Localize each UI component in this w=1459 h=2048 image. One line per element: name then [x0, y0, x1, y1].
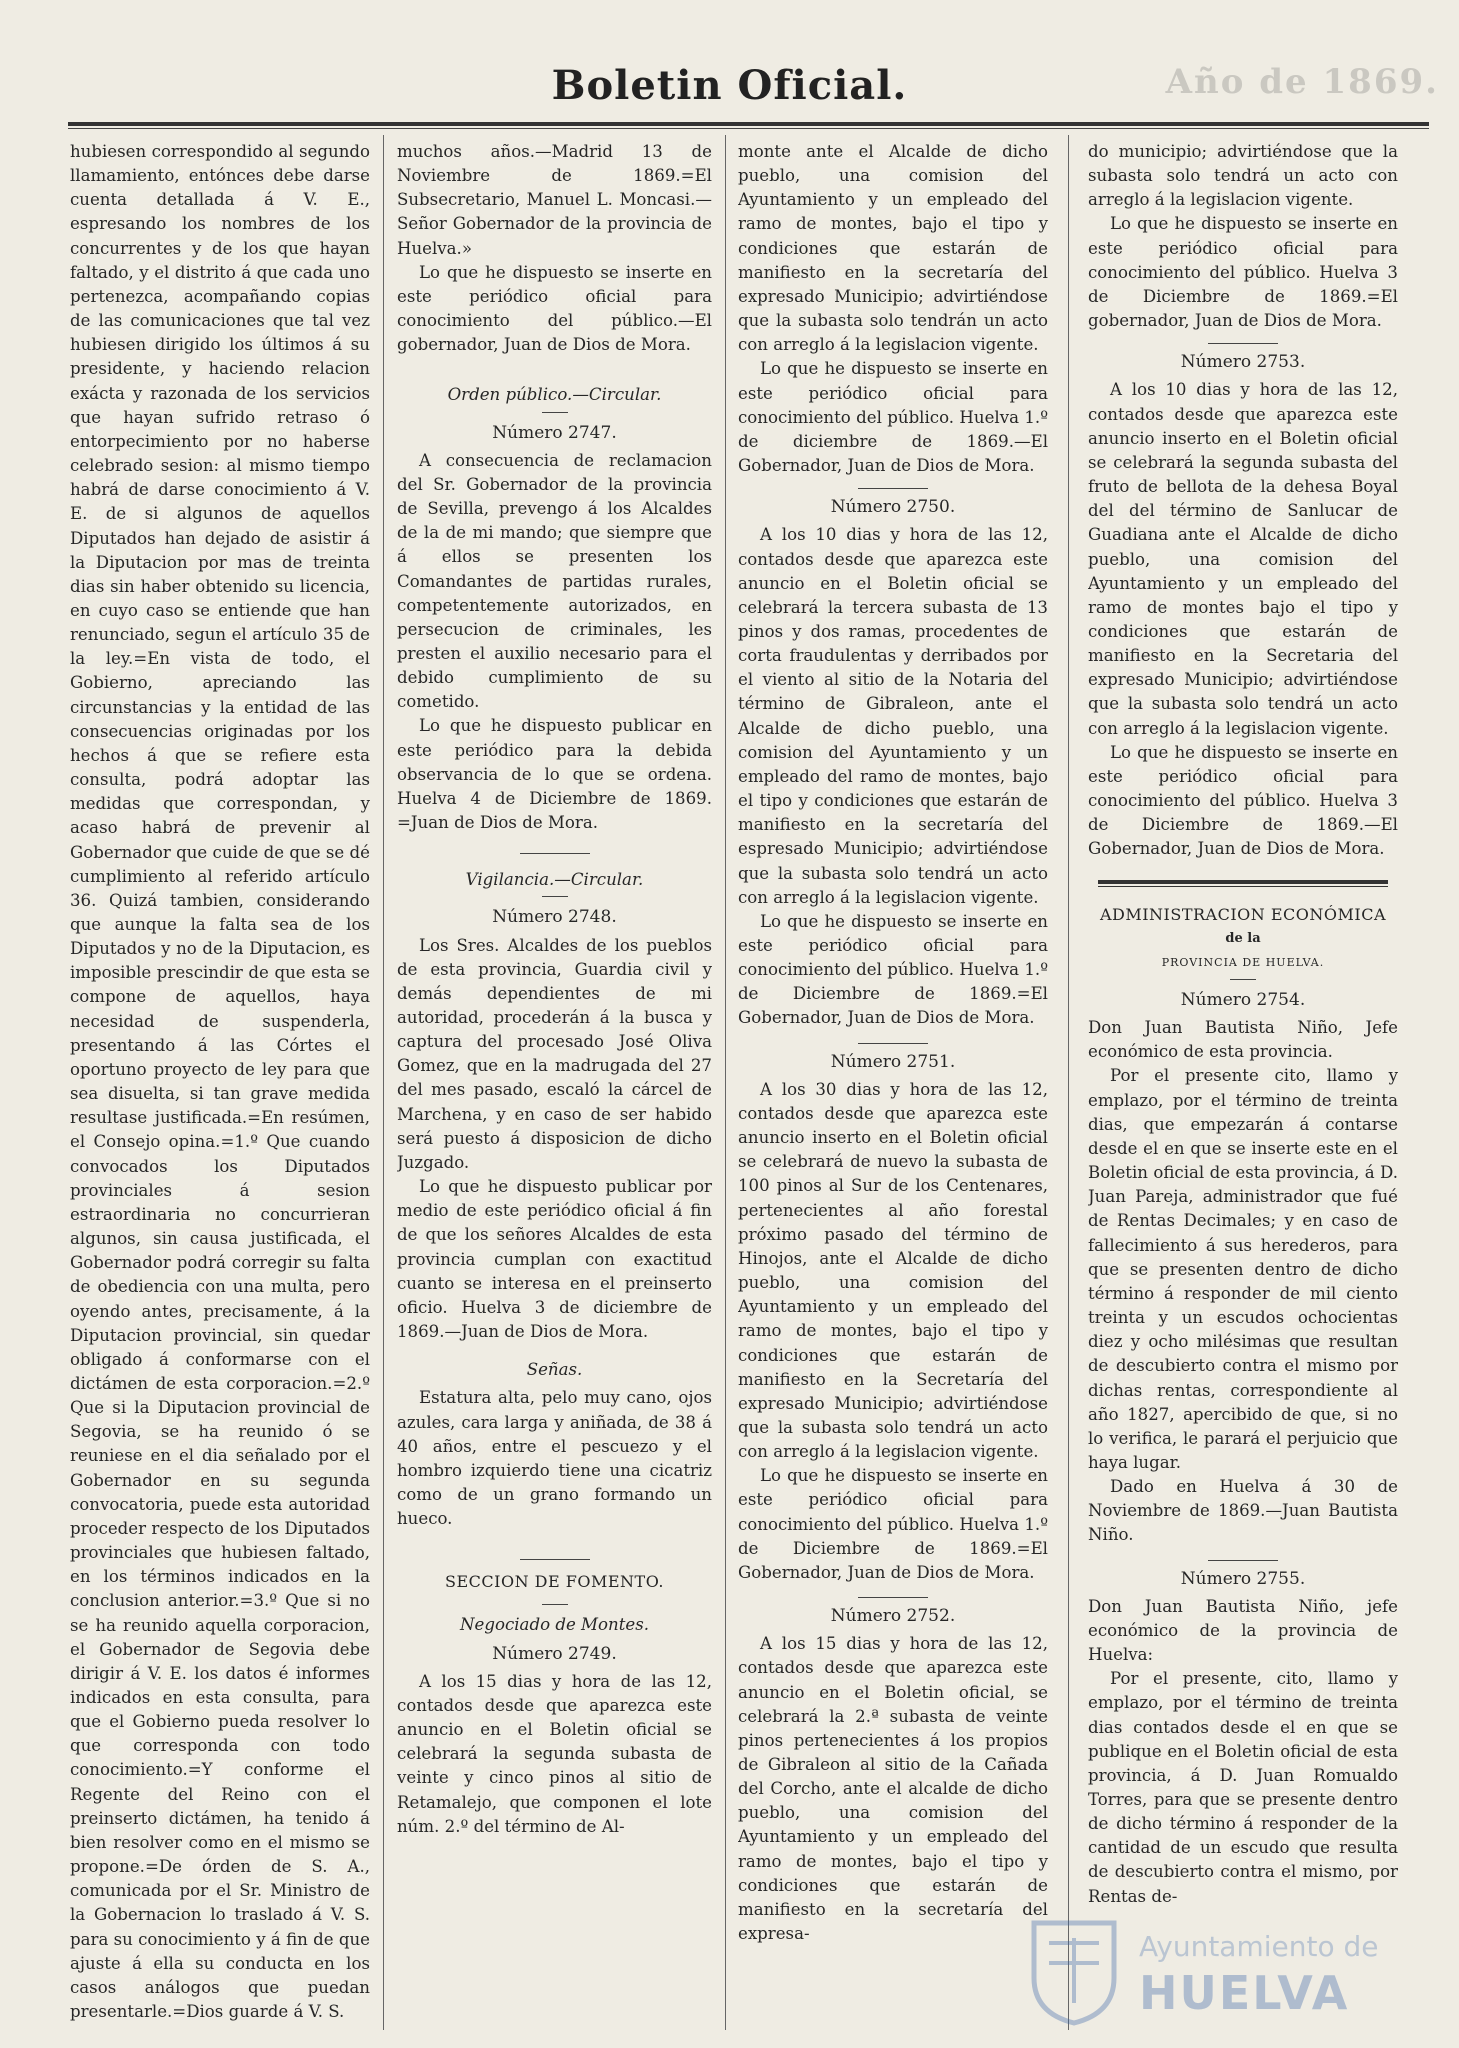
masthead — [0, 40, 1459, 130]
section-heading: de la — [1225, 930, 1261, 946]
paragraph: A los 15 dias y hora de las 12, contados desde que aparezca este anuncio en el Boletin oficial se celebrará la segunda subasta de veinte y cinco pinos al sitio de Retamalejo, que componen el lote núm. 2.º del término de Al- — [397, 1671, 712, 1836]
notice-number: Número 2751. — [830, 1051, 956, 1072]
section-heading: ADMINISTRACION ECONÓMICA — [1099, 904, 1387, 924]
watermark-line2: HUELVA — [1139, 1966, 1350, 2020]
paragraph: A los 15 dias y hora de las 12, contados desde que aparezca este anuncio en el Boletin oficial, se celebrará la 2.ª subasta de veinte pinos pertenecientes á los propios de Gibraleon al sitio de la Cañada del Corcho, ante el alcalde de dicho pueblo, una comision del Ayuntamiento y un empleado del ramo de montes, bajo el tipo y condiciones que estarán de manifiesto en la secretaría del expresa- — [738, 1634, 1048, 1944]
paragraph: Los Sres. Alcaldes de los pueblos de esta provincia, Guardia civil y demás dependientes de mi autoridad, procederán á la busca y captura del procesado José Oliva Gomez, que en la madrugada del 27 del mes pasado, escaló la cárcel de Marchena, y en caso de ser habido será puesto á disposicion de dicho Juzgado. — [397, 935, 712, 1172]
notice-number: Número 2749. — [492, 1643, 617, 1664]
paragraph: muchos años.—Madrid 13 de Noviembre de 1869.=El Subsecretario, Manuel L. Moncasi.—Señor Gobernador de la provincia de Huelva.» — [397, 142, 712, 258]
newspaper-title: Boletin Oficial. — [551, 62, 908, 109]
paragraph: Lo que he dispuesto publicar en este periódico para la debida observancia de lo que se ordena. Huelva 4 de Diciembre de 1869. =Juan de Dios de Mora. — [397, 716, 712, 833]
paragraph: Lo que he dispuesto se inserte en este periódico oficial para conocimiento del público.—El gobernador, Juan de Dios de Mora. — [397, 262, 712, 355]
divider — [1098, 880, 1388, 887]
column-divider — [383, 135, 384, 2030]
paragraph: Lo que he dispuesto se inserte en este periódico oficial para conocimiento del público. Huelva 3 de Diciembre de 1869.=El gobernador, Juan de Dios de Mora. — [1088, 214, 1398, 331]
divider — [858, 488, 928, 489]
column-4 — [1088, 140, 1398, 2030]
notice-number: Número 2747. — [492, 422, 617, 443]
notice-number: Número 2750. — [830, 497, 956, 518]
divider — [542, 1604, 568, 1605]
paragraph: A los 30 dias y hora de las 12, contados desde que aparezca este anuncio inserto en el Boletin oficial se celebrará de nuevo la subasta de 100 pinos al Sur de los Centenares, pertenecientes al año forestal próximo pasado del término de Hinojos, ante el Alcalde de dicho pueblo, una comision del Ayuntamiento y un empleado del ramo de montes, bajo el tipo y condiciones que estarán de manifiesto en la Secretaría del expresado Municipio; advirtiéndose que la subasta solo tendrá un acto con arreglo á la legislacion vigente. — [738, 1079, 1048, 1462]
column-2 — [397, 140, 712, 2030]
divider — [858, 1597, 928, 1598]
notice-number: Número 2753. — [1180, 352, 1306, 373]
paragraph: hubiesen correspondido al segundo llamamiento, entónces debe darse cuenta detallada á V. E., espresando los nombres de los concurrentes y de los que hayan faltado, y el distrito á que cada uno pertenezca, acompañando copias de las comunicaciones que tal vez hubiesen dirigido los últimos á su presidente, y haciendo relacion exácta y razonada de los servicios que hayan sufrido retraso ó entorpecimiento por no haberse celebrado sesion: al mismo tiempo habrá de darse conocimiento á V. E. de si algunos de aquellos Diputados han dejado de asistir á la Diputacion por mas de treinta dias sin haber obtenido su licencia, en cuyo caso se entiende que han renunciado, segun el artículo 35 de la ley.=En vista de todo, el Gobierno, apreciando las circunstancias y la entidad de las consecuencias originadas por los hechos á que se refiere esta consulta, podrá adoptar las medidas que correspondan, y acaso habrá de prevenir al Gobernador que cuide de que se dé cumplimiento al referido artículo 36. Quizá tambien, considerando que aunque la falta sea de los Diputados y no de la Diputacion, es imposible prescindir de que esta se compone de aquellos, haya necesidad de suspenderla, presentando á las Córtes el oportuno proyecto de ley para que sea disuelta, si tan grave medida resultase justificada.=En resúmen, el Consejo opina.=1.º Que cuando convocados los Diputados provinciales á sesion estraordinaria no concurrieran algunos, sin causa justificada, el Gobernador podrá corregir su falta de obediencia con una multa, pero oyendo antes, precisamente, á la Diputacion provincial, sin quedar obligado á conformarse con el dictámen de esta corporacion.=2.º Que si la Diputacion provincial de Segovia, se ha reunido ó se reuniese en el dia señalado por el Gobernador en su segunda convocatoria, puede esta autoridad proceder respecto de los Diputados provinciales que hubiesen faltado, en los términos indicados en la conclusion anterior.=3.º Que si no se ha reunido aquella corporacion, el Gobernador de Segovia debe dirigir á V. E. los datos é informes indicados en esta consulta, para que el Gobierno pueda resolver lo que corresponda con todo conocimiento.=Y conforme el Regente del Reino con el preinserto dictámen, ha tenido á bien resolver como en el mismo se propone.=De órden de S. A., comunicada por el Sr. Ministro de la Gobernacion lo traslado á V. S. para su conocimiento y á fin de que ajuste á ella su conducta en los casos análogos que puedan presentarle.=Dios guarde á V. S. — [70, 142, 370, 2022]
divider — [1230, 979, 1256, 980]
paragraph: monte ante el Alcalde de dicho pueblo, una comision del Ayuntamiento y un empleado del ramo de montes, bajo el tipo y condiciones que estarán de manifiesto en la secretaría del expresado Municipio; advirtiéndose que la subasta solo tendrán un acto con arreglo á la legislacion vigente. — [738, 142, 1048, 355]
divider — [520, 853, 590, 854]
paragraph: A los 10 dias y hora de las 12, contados desde que aparezca este anuncio en el Boletin oficial se celebrará la tercera subasta de 13 pinos y dos ramas, procedentes de corta fraudulentas y derribados por el viento al sitio de la Notaria del término de Gibraleon, ante el Alcalde de dicho pueblo, una comision del Ayuntamiento y un empleado del ramo de montes, bajo el tipo y condiciones que estarán de manifiesto en la secretaría del espresado Municipio; advirtiéndose que la subasta solo tendrá un acto con arreglo á la legislacion vigente. — [738, 525, 1048, 907]
paragraph: Por el presente, cito, llamo y emplazo, por el término de treinta dias contados desde el en que se publique en el Boletin oficial de esta provincia, á D. Juan Romualdo Torres, para que se presente dentro de dicho término á responder de la cantidad de un escudo que resulta de descubierto contra el mismo, por Rentas de- — [1088, 1669, 1398, 1906]
notice-number: Número 2754. — [1180, 990, 1306, 1010]
paragraph: Estatura alta, pelo muy cano, ojos azules, cara larga y aniñada, de 38 á 40 años, entre el pescuezo y el hombro izquierdo tiene una cicatriz como de un grano formando un hueco. — [397, 1388, 712, 1529]
paragraph: Lo que he dispuesto se inserte en este periódico oficial para conocimiento del público. Huelva 1.º de diciembre de 1869.—El Gobernador, Juan de Dios de Mora. — [738, 359, 1048, 476]
paragraph: Lo que he dispuesto publicar por medio de este periódico oficial á fin de que los señores Alcaldes de esta provincia cumplan con exactitud cuanto se interesa en el preinserto oficio. Huelva 3 de diciembre de 1869.—Juan de Dios de Mora. — [397, 1177, 712, 1342]
notice-number: Número 2755. — [1180, 1568, 1306, 1589]
paragraph: Dado en Huelva á 30 de Noviembre de 1869.—Juan Bautista Niño. — [1088, 1477, 1398, 1545]
divider — [542, 412, 568, 413]
column-3 — [738, 140, 1048, 2030]
watermark-line1: Ayuntamiento de — [1139, 1930, 1379, 1963]
notice-number: Número 2752. — [830, 1606, 956, 1627]
paragraph: A consecuencia de reclamacion del Sr. Gobernador de la provincia de Sevilla, prevengo á los Alcaldes de la de mi mando; que siempre que á ellos se presenten los Comandantes de partidas rurales, competentemente autorizados, en persecucion de criminales, les presten el auxilio necesario para el debido cumplimiento de su cometido. — [397, 450, 712, 712]
divider — [1208, 343, 1278, 344]
divider — [1208, 1560, 1278, 1561]
watermark — [1029, 1918, 1389, 2028]
notice-number: Número 2748. — [492, 907, 617, 928]
header-rule — [68, 122, 1429, 129]
paragraph: Don Juan Bautista Niño, Jefe económico de esta provincia. — [1088, 1018, 1398, 1062]
paragraph: Don Juan Bautista Niño, jefe económico de la provincia de Huelva: — [1088, 1596, 1398, 1665]
column-divider — [1068, 135, 1069, 2030]
shield-icon — [1029, 1918, 1119, 2026]
section-heading: Vigilancia.—Circular. — [465, 870, 644, 890]
column-divider — [725, 135, 726, 2030]
paragraph: Lo que he dispuesto se inserte en este periódico oficial para conocimiento del público. Huelva 3 de Diciembre de 1869.—El Gobernador, Juan de Dios de Mora. — [1088, 742, 1398, 859]
show-through-text: Año de 1869. — [1165, 62, 1439, 102]
paragraph: Lo que he dispuesto se inserte en este periódico oficial para conocimiento del público. Huelva 1.º de Diciembre de 1869.=El Gobernador, Juan de Dios de Mora. — [738, 1466, 1048, 1582]
subsection-heading: Negociado de Montes. — [460, 1615, 649, 1635]
paragraph: A los 10 dias y hora de las 12, contados desde que aparezca este anuncio inserto en el Boletin oficial se celebrará la segunda subasta del fruto de bellota de la dehesa Boyal del del término de Sanlucar de Guadiana ante el Alcalde de dicho pueblo, una comision del Ayuntamiento y un empleado del ramo de montes bajo el tipo y condiciones que estarán de manifiesto en la Secretaria del expresado Municipio; advirtiéndose que la subasta solo tendrá un acto con arreglo á la legislacion vigente. — [1088, 380, 1398, 738]
section-heading: Señas. — [526, 1360, 583, 1380]
divider — [520, 1559, 590, 1560]
divider — [858, 1043, 928, 1044]
section-heading: PROVINCIA DE HUELVA. — [1161, 955, 1325, 969]
divider — [542, 896, 568, 897]
paragraph: do municipio; advirtiéndose que la subasta solo tendrá un acto con arreglo á la legislacion vigente. — [1088, 142, 1398, 210]
section-heading: SECCION DE FOMENTO. — [445, 1572, 664, 1592]
paragraph: Lo que he dispuesto se inserte en este periódico oficial para conocimiento del público. Huelva 1.º de Diciembre de 1869.=El Gobernador, Juan de Dios de Mora. — [738, 911, 1048, 1028]
paragraph: Por el presente cito, llamo y emplazo, por el término de treinta dias, que empezarán á contarse desde el en que se inserte este en el Boletin oficial de esta provincia, á D. Juan Pareja, administrador que fué de Rentas Decimales; y en caso de fallecimiento á sus herederos, para que se presenten dentro de dicho término á responder de mil ciento treinta y un escudos ochocientas diez y ocho milésimas que resultan de descubierto contra el mismo por dichas rentas, correspondiente al año 1827, apercibido de que, si no lo verifica, le parará el perjuicio que haya lugar. — [1088, 1066, 1398, 1472]
column-1 — [70, 140, 370, 2030]
section-heading: Orden público.—Circular. — [447, 385, 662, 405]
